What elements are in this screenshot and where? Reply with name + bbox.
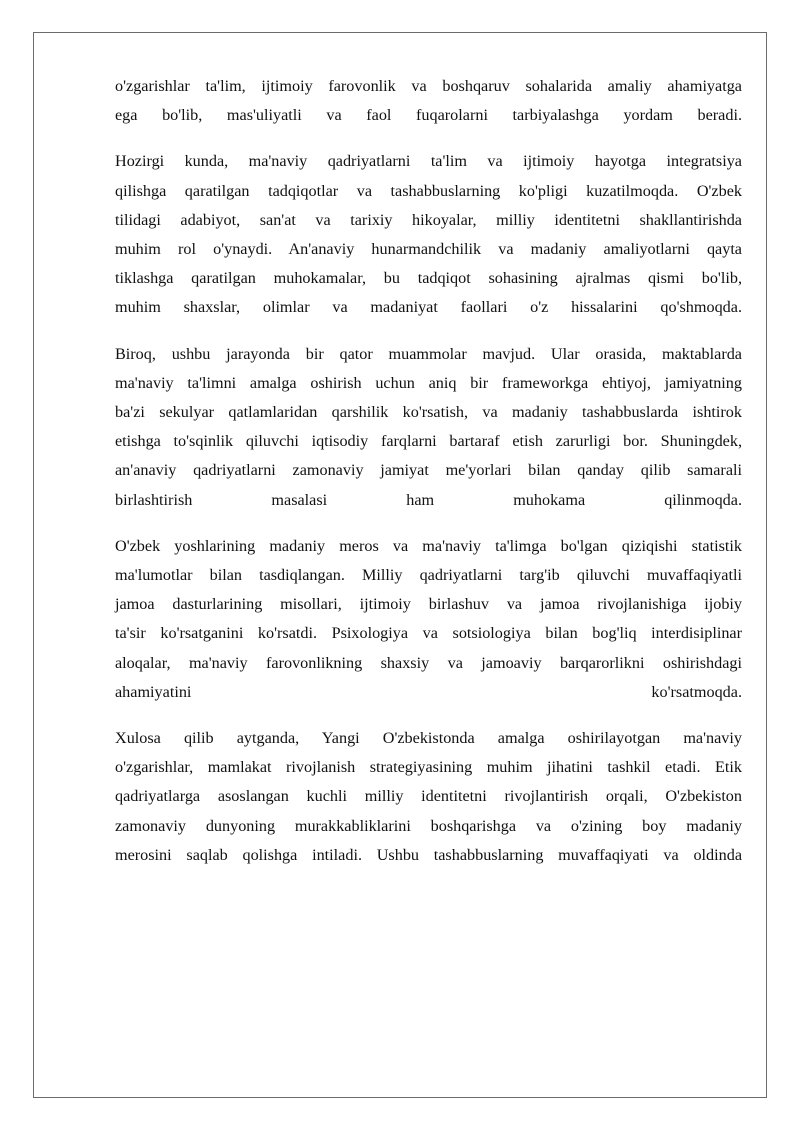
text-line: ma'naviy ta'limni amalga oshirish uchun aniq bir frameworkga ehtiyoj, jamiyatning: [115, 373, 742, 392]
text-line: ma'lumotlar bilan tasdiqlangan. Milliy qadriyatlarni targ'ib qiluvchi muvaffaqiyatli: [115, 566, 742, 585]
text-line: merosini saqlab qolishga intiladi. Ushbu tashabbuslarning muvaffaqiyati va oldinda: [115, 845, 742, 864]
text-line: aloqalar, ma'naviy farovonlikning shaxsiy va jamoaviy barqarorlikni oshirishdagi: [115, 653, 742, 672]
paragraph-4: [115, 532, 742, 707]
text-line: Hozirgi kunda, ma'naviy qadriyatlarni ta'lim va ijtimoiy hayotga integratsiya: [115, 152, 742, 171]
text-line: muhim rol o'ynaydi. An'anaviy hunarmandchilik va madaniy amaliyotlarni qayta: [115, 240, 742, 259]
text-line: Biroq, ushbu jarayonda bir qator muammolar mavjud. Ular orasida, maktablarda: [115, 344, 742, 363]
text-line: jamoa dasturlarining misollari, ijtimoiy birlashuv va jamoa rivojlanishiga ijobiy: [115, 595, 742, 614]
text-line: qadriyatlarga asoslangan kuchli milliy identitetni rivojlantirish orqali, O'zbekiston: [115, 787, 742, 806]
text-line: ahamiyatini ko'rsatmoqda.: [115, 682, 742, 701]
text-line: birlashtirish masalasi ham muhokama qilinmoqda.: [115, 490, 742, 509]
text-line: an'anaviy qadriyatlarni zamonaviy jamiyat me'yorlari bilan qanday qilib samarali: [115, 461, 742, 480]
text-line: qilishga qaratilgan tadqiqotlar va tashabbuslarning ko'pligi kuzatilmoqda. O'zbek: [115, 181, 742, 200]
text-line: o'zgarishlar, mamlakat rivojlanish strategiyasining muhim jihatini tashkil etadi. Etik: [115, 758, 742, 777]
text-line: zamonaviy dunyoning murakkabliklarini boshqarishga va o'zining boy madaniy: [115, 816, 742, 835]
text-line: tiklashga qaratilgan muhokamalar, bu tadqiqot sohasining ajralmas qismi bo'lib,: [115, 269, 742, 288]
document-body: [115, 72, 742, 887]
text-line: ba'zi sekulyar qatlamlaridan qarshilik ko'rsatish, va madaniy tashabbuslarda ishtirok: [115, 403, 742, 422]
text-line: ta'sir ko'rsatganini ko'rsatdi. Psixologiya va sotsiologiya bilan bog'liq interdisiplinar: [115, 624, 742, 643]
paragraph-5: [115, 724, 742, 870]
text-line: tilidagi adabiyot, san'at va tarixiy hikoyalar, milliy identitetni shakllantirishda: [115, 210, 742, 229]
text-line: Xulosa qilib aytganda, Yangi O'zbekistonda amalga oshirilayotgan ma'naviy: [115, 729, 742, 748]
paragraph-2: [115, 147, 742, 322]
text-line: ega bo'lib, mas'uliyatli va faol fuqarolarni tarbiyalashga yordam beradi.: [115, 106, 742, 125]
text-line: O'zbek yoshlarining madaniy meros va ma'naviy ta'limga bo'lgan qiziqishi statistik: [115, 536, 742, 555]
text-line: etishga to'sqinlik qiluvchi iqtisodiy farqlarni bartaraf etish zarurligi bor. Shuningdek,: [115, 432, 742, 451]
paragraph-3: [115, 340, 742, 515]
paragraph-1: [115, 72, 742, 130]
text-line: muhim shaxslar, olimlar va madaniyat faollari o'z hissalarini qo'shmoqda.: [115, 298, 742, 317]
text-line: o'zgarishlar ta'lim, ijtimoiy farovonlik va boshqaruv sohalarida amaliy ahamiyatga: [115, 77, 742, 95]
